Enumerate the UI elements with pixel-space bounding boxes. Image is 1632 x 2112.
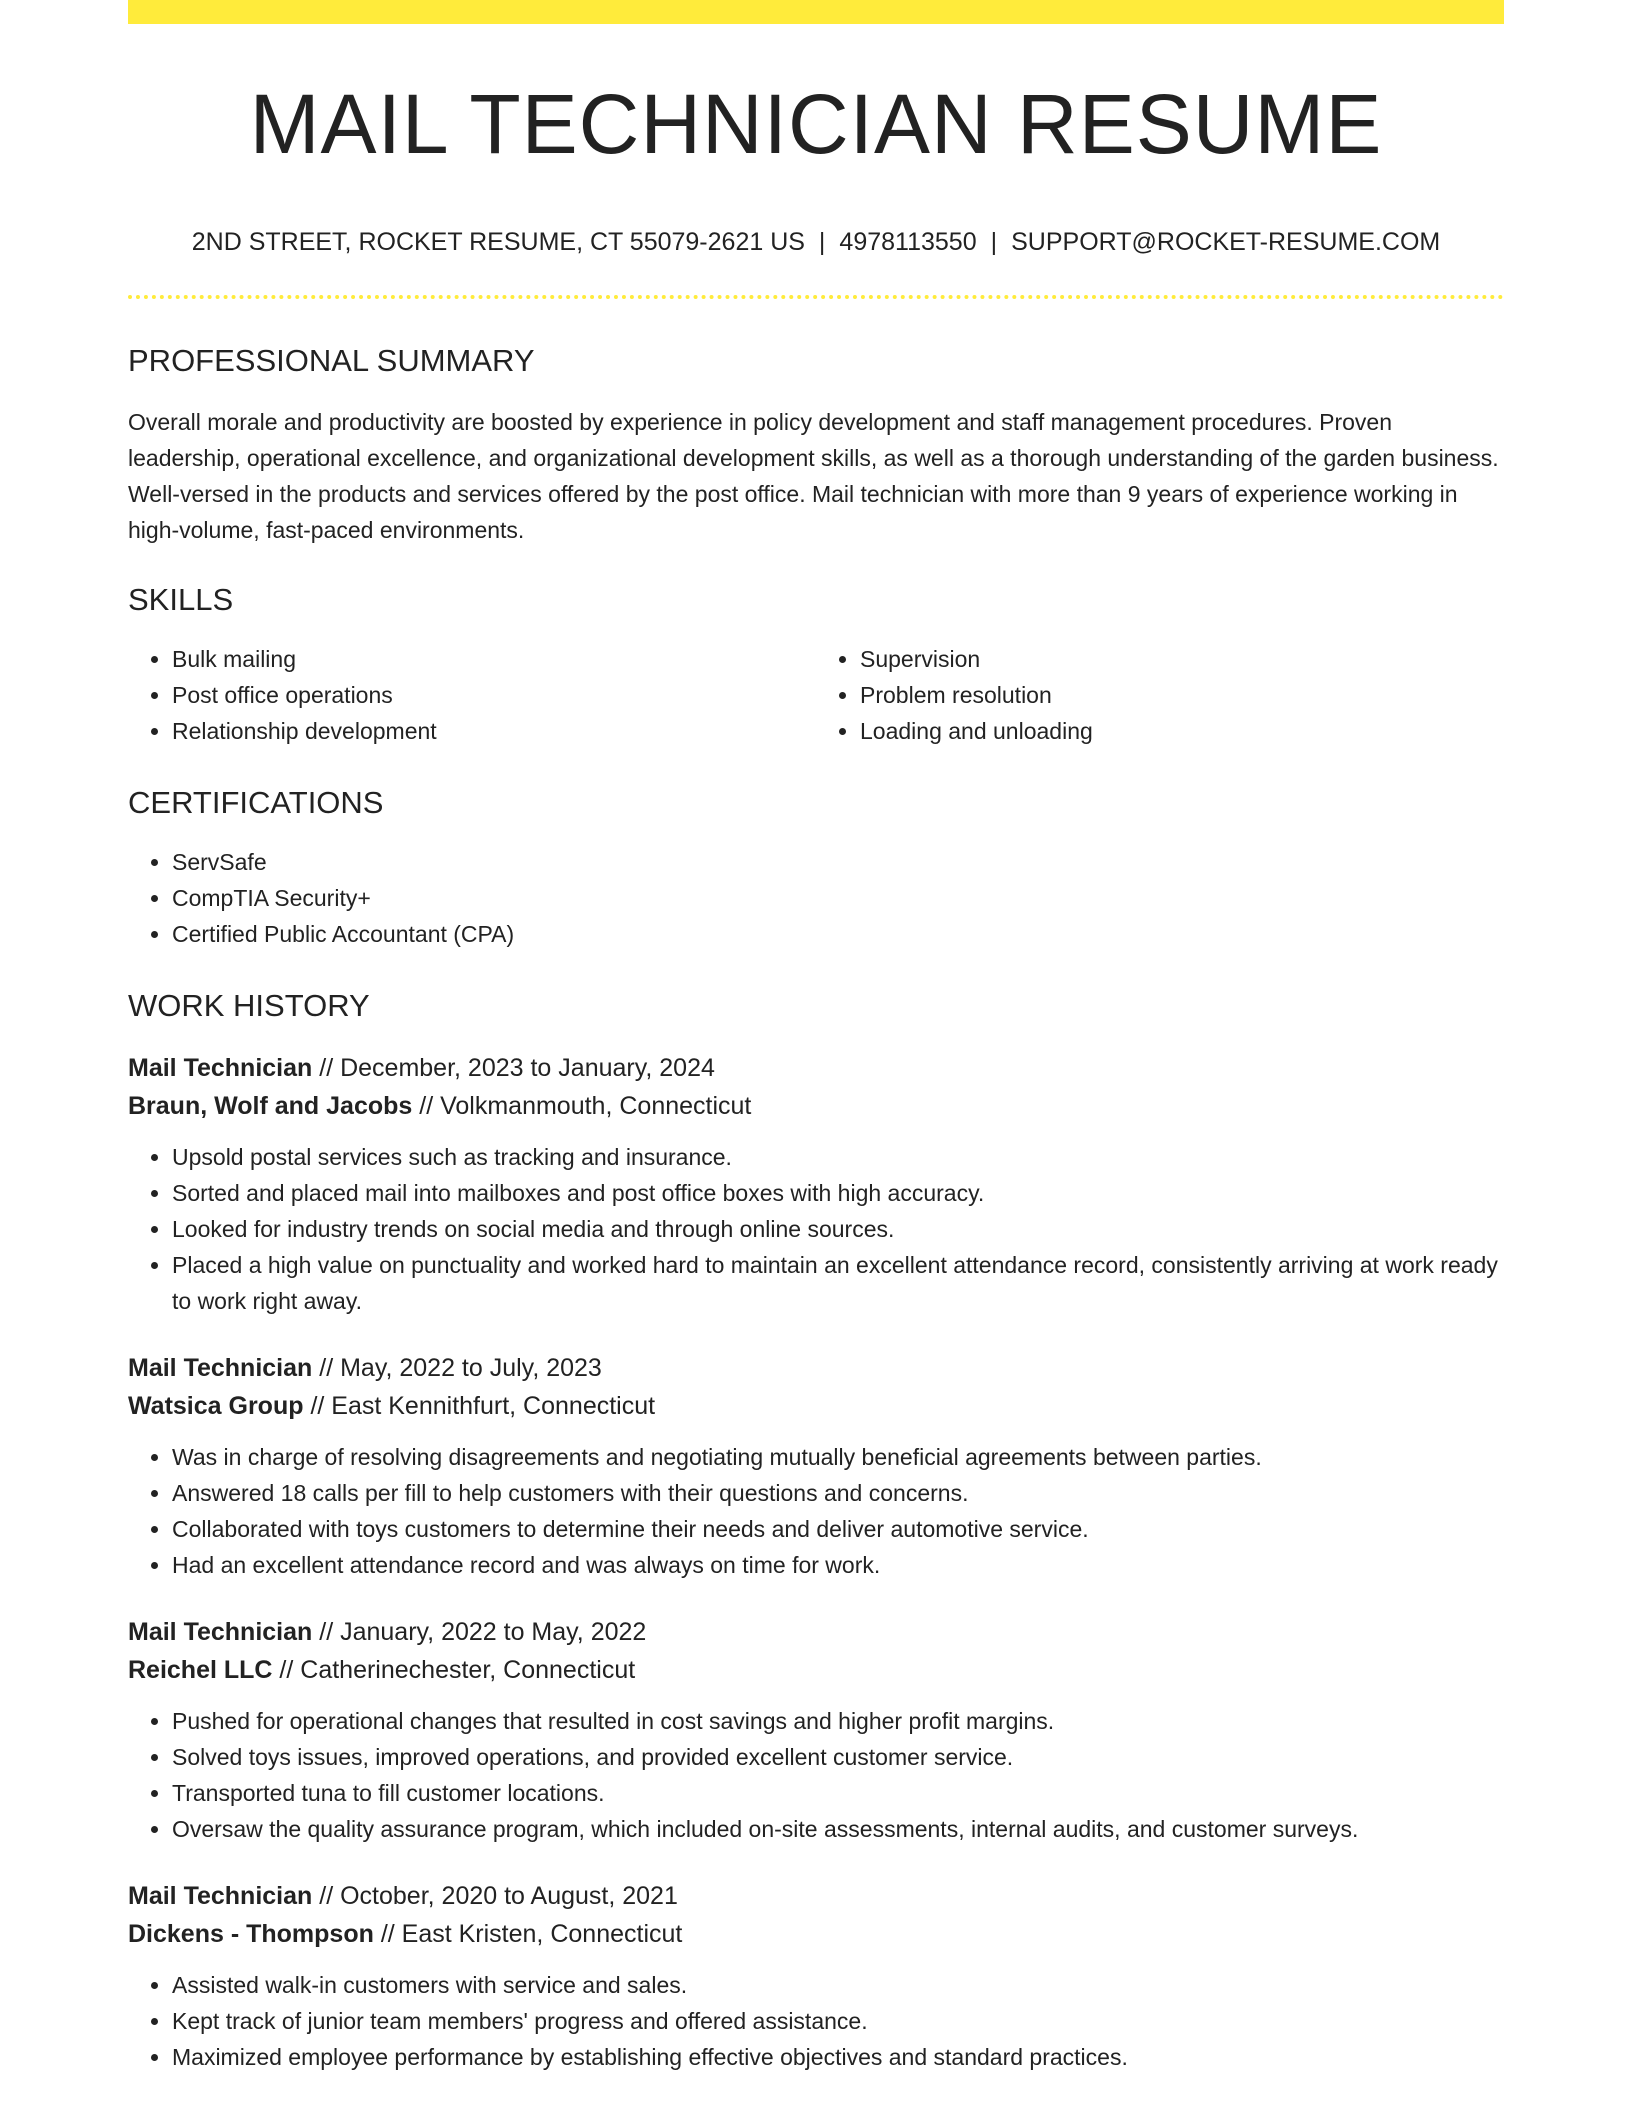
certification-item: • ServSafe	[172, 844, 1504, 880]
job-bullet: • Upsold postal services such as tracking and insurance.	[172, 1139, 1504, 1175]
job-company: Braun, Wolf and Jacobs	[128, 1092, 413, 1120]
job-bullet: • Looked for industry trends on social media and through online sources.	[172, 1211, 1504, 1247]
contact-phone: 4978113550	[839, 228, 977, 256]
job-location: // Catherinechester, Connecticut	[272, 1656, 636, 1684]
resume-page	[128, 0, 1504, 2112]
job-company: Watsica Group	[128, 1392, 304, 1420]
work-history-heading: WORK HISTORY	[128, 988, 370, 1023]
job-bullet: • Answered 18 calls per fill to help customers with their questions and concerns.	[172, 1475, 1504, 1511]
job-bullets	[128, 1967, 1504, 2075]
job-location: // East Kennithfurt, Connecticut	[303, 1392, 656, 1420]
contact-separator: |	[818, 228, 826, 256]
job-header	[128, 1349, 1504, 1425]
job-entry	[128, 1049, 1504, 1319]
skill-item: • Bulk mailing	[172, 641, 816, 677]
job-location: // East Kristen, Connecticut	[373, 1920, 683, 1948]
job-role-line	[128, 1613, 1504, 1651]
contact-email: SUPPORT@ROCKET-RESUME.COM	[1011, 228, 1441, 256]
job-dates: // December, 2023 to January, 2024	[312, 1054, 715, 1082]
job-header	[128, 1049, 1504, 1125]
job-bullet: • Maximized employee performance by establishing effective objectives and standard practices.	[172, 2039, 1504, 2075]
certification-item: • Certified Public Accountant (CPA)	[172, 916, 1504, 952]
job-role: Mail Technician	[128, 1354, 313, 1382]
summary-heading: PROFESSIONAL SUMMARY	[128, 343, 535, 378]
job-dates: // January, 2022 to May, 2022	[312, 1618, 647, 1646]
skill-item: • Relationship development	[172, 713, 816, 749]
skill-item: • Loading and unloading	[860, 713, 1504, 749]
job-company-line	[128, 1651, 1504, 1689]
job-bullet: • Kept track of junior team members' progress and offered assistance.	[172, 2003, 1504, 2039]
job-bullet: • Sorted and placed mail into mailboxes and post office boxes with high accuracy.	[172, 1175, 1504, 1211]
job-bullet: • Collaborated with toys customers to determine their needs and deliver automotive service.	[172, 1511, 1504, 1547]
summary-text: Overall morale and productivity are boosted by experience in policy development and staff management procedures. Proven leadership, operational excellence, and organizational development skills, as well as a thorough understanding of the garden business. Well-versed in the products and services offered by the post office. Mail technician with more than 9 years of experience working in high-volume, fast-paced environments.	[128, 409, 1499, 543]
job-bullet: • Transported tuna to fill customer locations.	[172, 1775, 1504, 1811]
job-bullet: • Pushed for operational changes that resulted in cost savings and higher profit margins.	[172, 1703, 1504, 1739]
job-header	[128, 1877, 1504, 1953]
certifications-heading: CERTIFICATIONS	[128, 785, 384, 820]
job-company-line	[128, 1915, 1504, 1953]
job-header	[128, 1613, 1504, 1689]
job-role: Mail Technician	[128, 1054, 313, 1082]
job-role-line	[128, 1877, 1504, 1915]
job-bullet: • Had an excellent attendance record and was always on time for work.	[172, 1547, 1504, 1583]
resume-title: MAIL TECHNICIAN RESUME	[249, 77, 1383, 171]
skill-item: • Supervision	[860, 641, 1504, 677]
job-company: Dickens - Thompson	[128, 1920, 374, 1948]
contact-separator: |	[990, 228, 998, 256]
certification-item: • CompTIA Security+	[172, 880, 1504, 916]
job-role: Mail Technician	[128, 1882, 313, 1910]
skill-item: • Post office operations	[172, 677, 816, 713]
job-bullet: • Assisted walk-in customers with service and sales.	[172, 1967, 1504, 2003]
job-bullet: • Placed a high value on punctuality and worked hard to maintain an excellent attendance record, consistently arriving at work ready to work right away.	[172, 1247, 1504, 1319]
job-bullet: • Was in charge of resolving disagreements and negotiating mutually beneficial agreements between parties.	[172, 1439, 1504, 1475]
job-bullet: • Oversaw the quality assurance program, which included on-site assessments, internal audits, and customer surveys.	[172, 1811, 1504, 1847]
job-role: Mail Technician	[128, 1618, 313, 1646]
skills-column-left	[128, 641, 816, 749]
job-role-line	[128, 1349, 1504, 1387]
job-bullet: • Solved toys issues, improved operations, and provided excellent customer service.	[172, 1739, 1504, 1775]
job-entry	[128, 1613, 1504, 1847]
job-dates: // May, 2022 to July, 2023	[312, 1354, 602, 1382]
job-company: Reichel LLC	[128, 1656, 273, 1684]
job-company-line	[128, 1387, 1504, 1425]
certifications-list	[128, 844, 1504, 952]
contact-line	[128, 230, 1504, 255]
dotted-divider	[128, 295, 1504, 299]
job-dates: // October, 2020 to August, 2021	[312, 1882, 678, 1910]
skill-item: • Problem resolution	[860, 677, 1504, 713]
skills-heading: SKILLS	[128, 582, 234, 617]
job-bullets	[128, 1703, 1504, 1847]
job-company-line	[128, 1087, 1504, 1125]
job-bullets	[128, 1139, 1504, 1319]
contact-address: 2ND STREET, ROCKET RESUME, CT 55079-2621 US	[191, 228, 805, 256]
skills-column-right	[816, 641, 1504, 749]
accent-top-bar	[128, 0, 1504, 24]
job-entry	[128, 1877, 1504, 2075]
job-bullets	[128, 1439, 1504, 1583]
job-entry	[128, 1349, 1504, 1583]
job-location: // Volkmanmouth, Connecticut	[412, 1092, 752, 1120]
job-role-line	[128, 1049, 1504, 1087]
skills-list	[128, 641, 1504, 749]
